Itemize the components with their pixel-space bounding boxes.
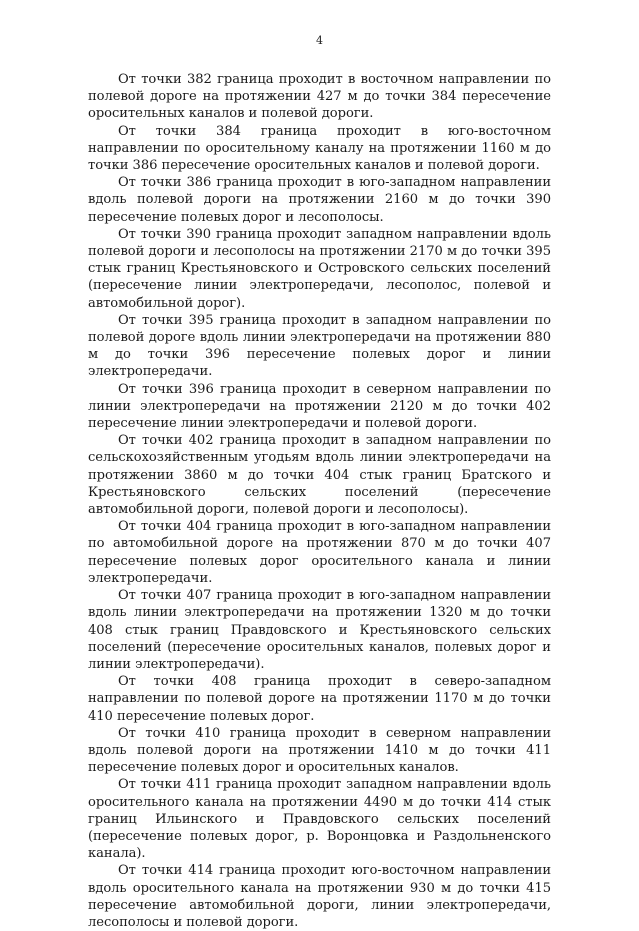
paragraph: От точки 396 граница проходит в северном направлении по линии электропередачи на протяжении 2120 м до точки 402 пересечение линии электропередачи и полевой дороги. (88, 381, 551, 432)
paragraph: От точки 408 граница проходит в северо-западном направлении по полевой дороге на протяжении 1170 м до точки 410 пересечение полевых дорог. (88, 674, 551, 724)
paragraph: От точки 414 граница проходит юго-восточном направлении вдоль оросительного канала на протяжении 930 м до точки 415 пересечение автомобильной дороги, линии электропередачи, лесополосы и полевой дороги. (88, 863, 551, 930)
paragraph: От точки 384 граница проходит в юго-восточном направлении по оросительному каналу на протяжении 1160 м до точки 386 пересечение оросительных каналов и полевой дороги. (88, 123, 551, 174)
paragraph: От точки 395 граница проходит в западном направлении по полевой дороге вдоль линии электропередачи на протяжении 880 м до точки 396 пересечение полевых дорог и линии электропередачи. (88, 312, 551, 380)
paragraph: От точки 390 граница проходит западном направлении вдоль полевой дороги и лесополосы на протяжении 2170 м до точки 395 стык границ Крестьяновского и Островского сельских поселений (пересечение линии электропередачи, лесополос, полевой и автомобильной дорог). (88, 226, 551, 311)
paragraph: От точки 410 граница проходит в северном направлении вдоль полевой дороги на протяжении 1410 м до точки 411 пересечение полевых дорог и оросительных каналов. (88, 725, 551, 776)
paragraph: От точки 407 граница проходит в юго-западном направлении вдоль линии электропередачи на протяжении 1320 м до точки 408 стык границ Правдовского и Крестьяновского сельских поселений (пересечение оросительных каналов, полевых дорог и линии электропередачи). (88, 588, 551, 672)
paragraph: От точки 386 граница проходит в юго-западном направлении вдоль полевой дороги на протяжении 2160 м до точки 390 пересечение полевых дорог и лесополосы. (88, 175, 551, 225)
paragraph: От точки 402 граница проходит в западном направлении по сельскохозяйственным угодьям вдоль линии электропередачи на протяжении 3860 м до точки 404 стык границ Братского и Крестьяновского сельских поселений (пересечение автомобильной дороги, полевой дороги и лесополосы). (88, 433, 551, 518)
page-number: 4 (316, 34, 323, 47)
paragraph: От точки 404 граница проходит в юго-западном направлении по автомобильной дороге на протяжении 870 м до точки 407 пересечение полевых дорог оросительного канала и линии электропередачи. (88, 519, 551, 586)
paragraph: От точки 411 граница проходит западном направлении вдоль оросительного канала на протяжении 4490 м до точки 414 стык границ Ильинского и Правдовского сельских поселений (пересечение полевых дорог, р. Воронцовка и Раздольненского канала). (88, 777, 551, 862)
paragraph: От точки 382 граница проходит в восточном направлении по полевой дороге на протяжении 427 м до точки 384 пересечение оросительных каналов и полевой дороги. (88, 72, 551, 122)
document-body (88, 71, 551, 931)
